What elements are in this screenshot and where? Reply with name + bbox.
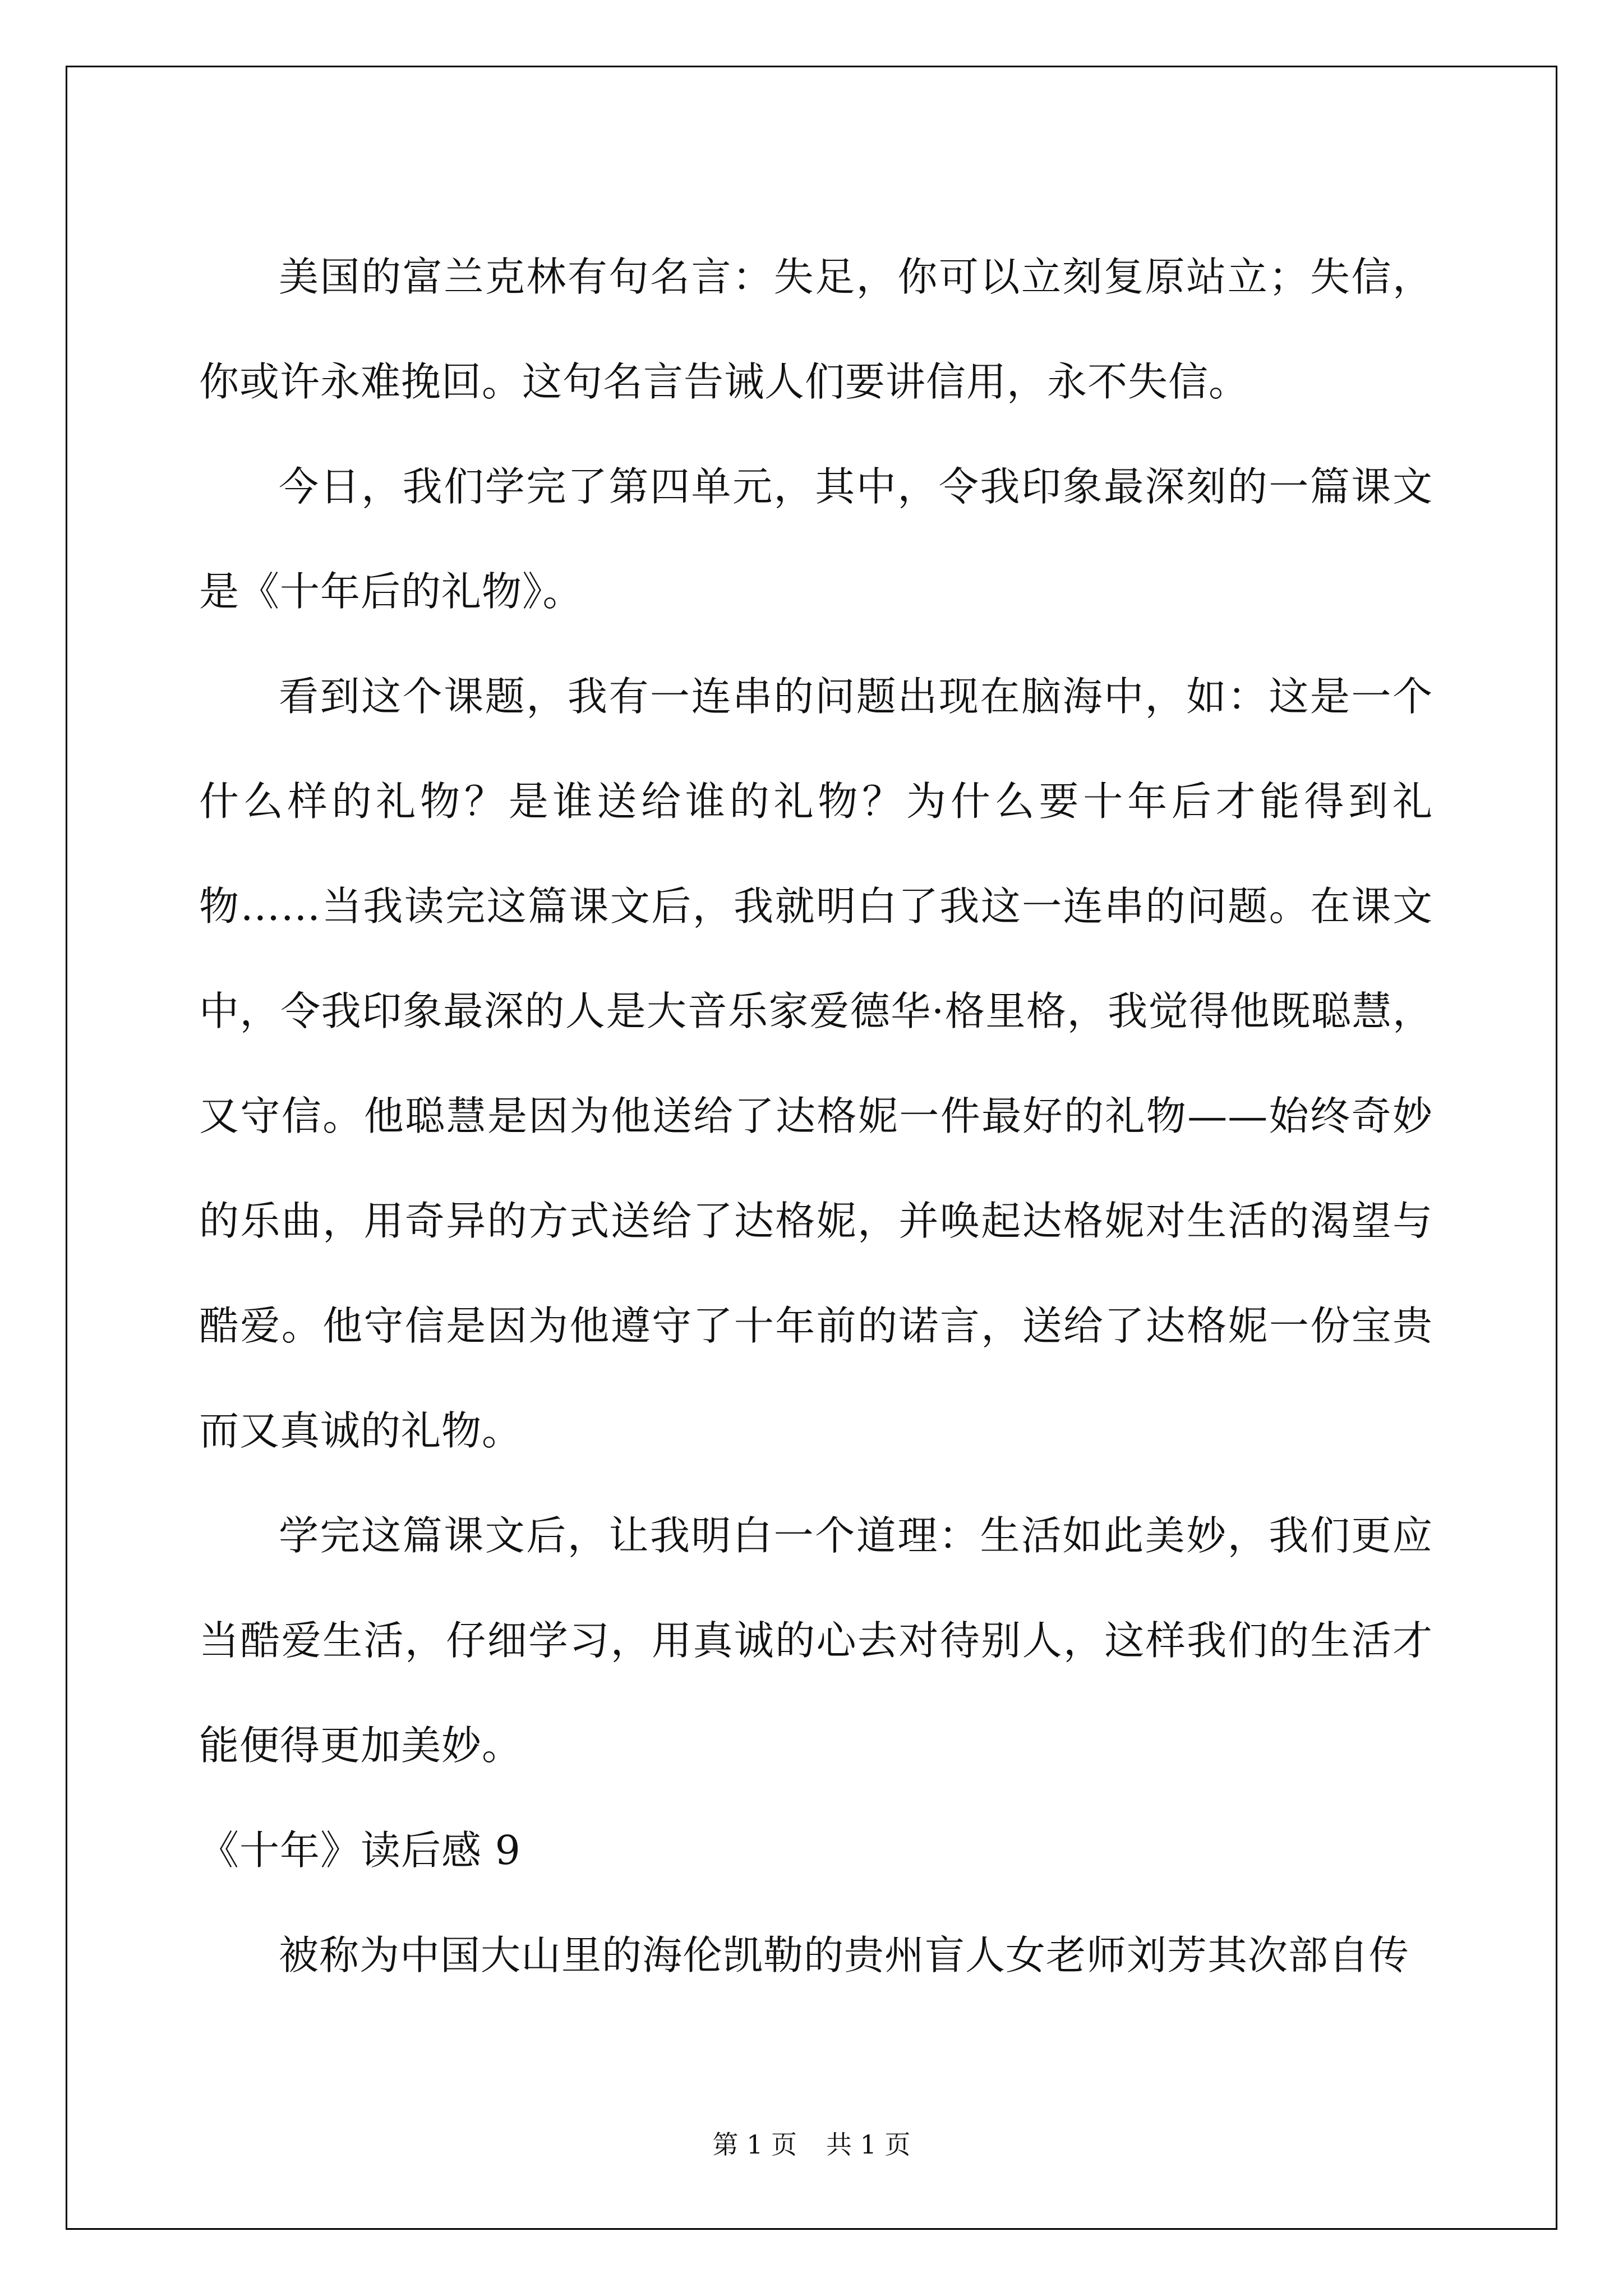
paragraph-questions: 看到这个课题，我有一连串的问题出现在脑海中，如：这是一个什么样的礼物？是谁送给谁的礼物？为什么要十年后才能得到礼物……当我读完这篇课文后，我就明白了我这一连串的问题。在课文中，令我印象最深的人是大音乐家爱德华·格里格，我觉得他既聪慧，又守信。他聪慧是因为他送给了达格妮一件最好的礼物——始终奇妙的乐曲，用奇异的方式送给了达格妮，并唤起达格妮对生活的渴望与酷爱。他守信是因为他遵守了十年前的诺言，送给了达格妮一份宝贵而又真诚的礼物。 — [199, 673, 1433, 1454]
paragraph-unit-four: 今日，我们学完了第四单元，其中，令我印象最深刻的一篇课文是《十年后的礼物》。 — [199, 463, 1433, 615]
page-total: 共 1 页 — [826, 2129, 911, 2160]
page-footer — [0, 2124, 1623, 2161]
section-heading: 《十年》读后感 9 — [199, 1827, 521, 1874]
paragraph-franklin-quote: 美国的富兰克林有句名言：失足，你可以立刻复原站立；失信，你或许永难挽回。这句名言告诫人们要讲信用，永不失信。 — [199, 254, 1433, 405]
paragraph-liu-fang: 被称为中国大山里的海伦凯勒的贵州盲人女老师刘芳其次部自传 — [279, 1932, 1410, 1978]
page-number: 第 1 页 — [712, 2129, 797, 2160]
document-body — [199, 224, 1433, 2008]
paragraph-lesson: 学完这篇课文后，让我明白一个道理：生活如此美妙，我们更应当酷爱生活，仔细学习，用真诚的心去对待别人，这样我们的生活才能便得更加美妙。 — [199, 1512, 1433, 1769]
